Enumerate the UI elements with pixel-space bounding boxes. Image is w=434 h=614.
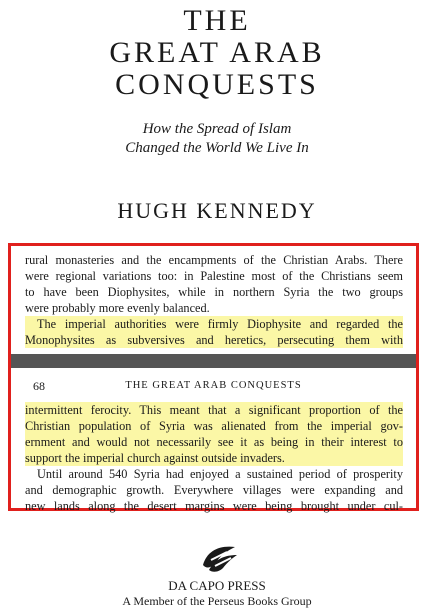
highlighted-line: Monophysites as subversives and heretics, persecuting them with xyxy=(25,333,403,347)
text-line: Until around 540 Syria had enjoyed a sustained period of prosperity xyxy=(37,467,403,481)
text-line: new lands along the desert margins were being brought under cul- xyxy=(25,499,403,513)
publisher-member-line: A Member of the Perseus Books Group xyxy=(122,594,312,608)
publisher-logo-icon xyxy=(197,543,241,573)
highlighted-line: The imperial authorities were firmly Diophysite and regarded the xyxy=(25,316,403,332)
text-line: to have been Diophysites, while in northern Syria the two groups xyxy=(25,285,403,299)
title-line-3: CONQUESTS xyxy=(115,68,319,101)
highlighted-line: intermittent ferocity. This meant that a significant proportion of the xyxy=(25,403,403,417)
subtitle-line-2: Changed the World We Live In xyxy=(125,140,309,156)
page-divider xyxy=(11,354,416,368)
publisher-name: DA CAPO PRESS xyxy=(168,578,266,593)
running-head: THE GREAT ARAB CONQUESTS xyxy=(125,380,302,391)
text-line: were regional variations too: in Palestine most of the Christians seem xyxy=(25,269,403,283)
excerpt-top-text xyxy=(25,252,403,348)
page-number: 68 xyxy=(33,379,45,393)
excerpt-bottom-text xyxy=(25,402,403,514)
title-line-2: GREAT ARAB xyxy=(109,36,325,69)
excerpt-frame xyxy=(8,243,419,511)
author-name: HUGH KENNEDY xyxy=(117,198,317,223)
text-line: rural monasteries and the encampments of the Christian Arabs. There xyxy=(25,253,403,267)
subtitle-line-1: How the Spread of Islam xyxy=(142,121,292,137)
text-line: were probably more evenly balanced. xyxy=(25,301,210,315)
highlighted-line: support the imperial church against outside invaders. xyxy=(25,450,403,466)
title-line-1: THE xyxy=(183,4,251,37)
highlighted-line: ernment and would not necessarily see it as being in their interest to xyxy=(25,435,403,449)
highlighted-line: Christian population of Syria was alienated from the imperial gov- xyxy=(25,419,403,433)
text-line: and demographic growth. Everywhere villages were expanding and xyxy=(25,483,403,497)
